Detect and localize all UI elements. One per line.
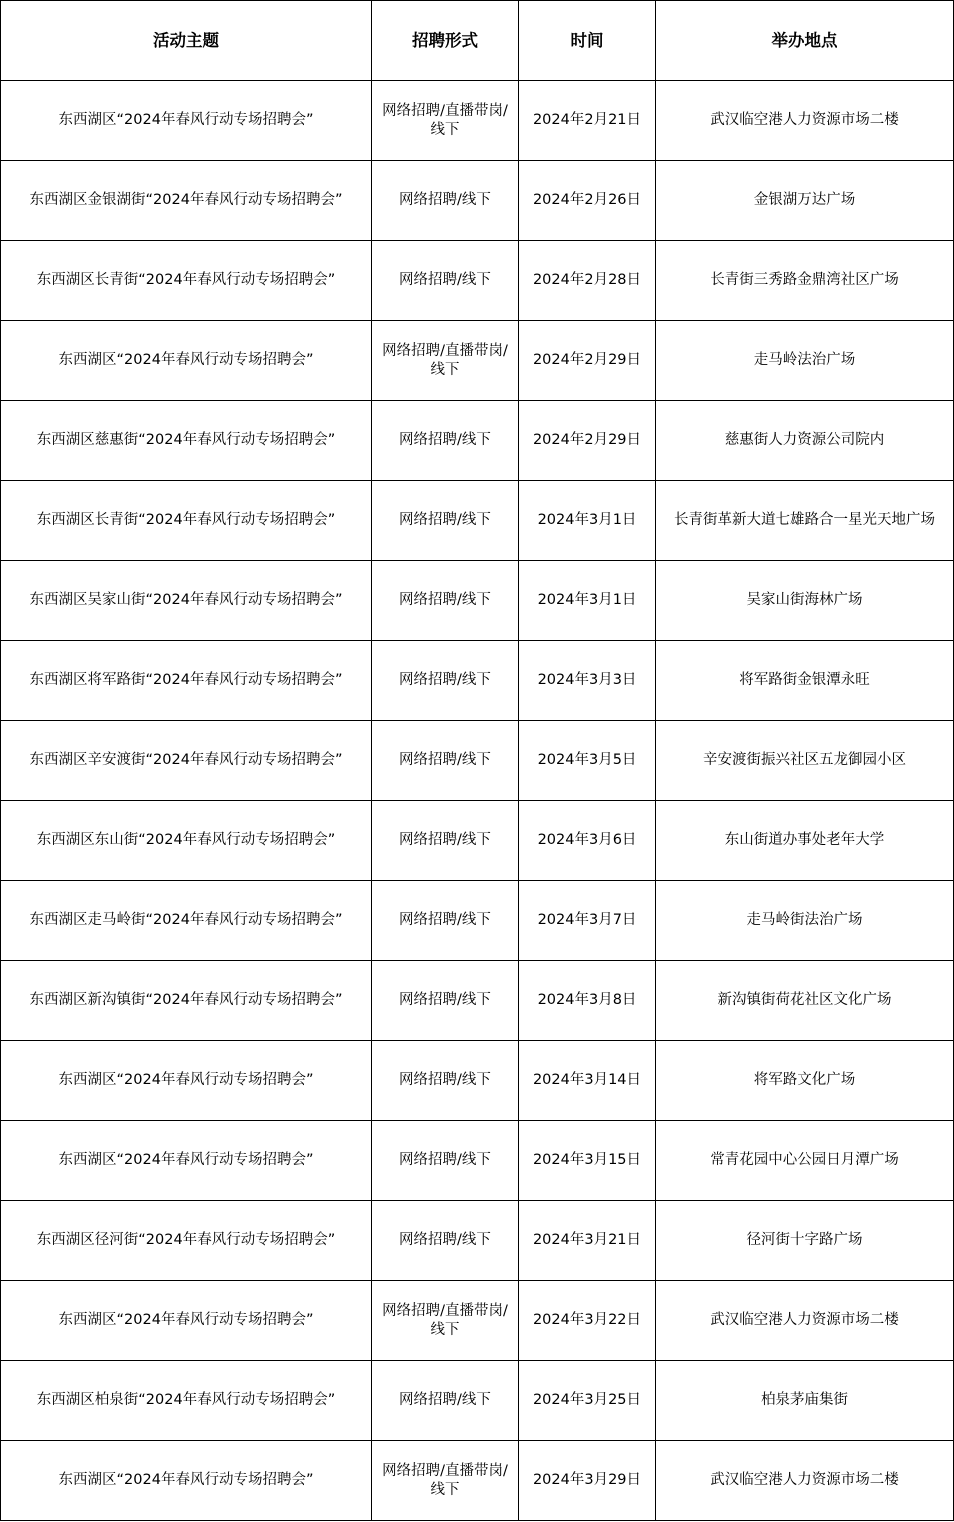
cell-location: 径河街十字路广场: [656, 1201, 954, 1281]
cell-date: 2024年3月1日: [519, 481, 656, 561]
table-row: [1, 241, 954, 321]
table-row: [1, 1121, 954, 1201]
table-row: [1, 1281, 954, 1361]
cell-topic: 东西湖区东山街“2024年春风行动专场招聘会”: [1, 801, 372, 881]
table-header: [1, 1, 954, 81]
cell-topic: 东西湖区“2024年春风行动专场招聘会”: [1, 81, 372, 161]
cell-mode: 网络招聘/线下: [372, 721, 519, 801]
cell-location: 辛安渡街振兴社区五龙御园小区: [656, 721, 954, 801]
cell-mode: 网络招聘/线下: [372, 801, 519, 881]
cell-location: 长青街三秀路金鼎湾社区广场: [656, 241, 954, 321]
cell-date: 2024年3月6日: [519, 801, 656, 881]
cell-topic: 东西湖区柏泉街“2024年春风行动专场招聘会”: [1, 1361, 372, 1441]
table-row: [1, 1441, 954, 1521]
cell-topic: 东西湖区“2024年春风行动专场招聘会”: [1, 1281, 372, 1361]
cell-location: 柏泉茅庙集街: [656, 1361, 954, 1441]
cell-date: 2024年2月21日: [519, 81, 656, 161]
header-row: [1, 1, 954, 81]
cell-mode: 网络招聘/直播带岗/线下: [372, 1441, 519, 1521]
table-row: [1, 1361, 954, 1441]
cell-date: 2024年2月29日: [519, 401, 656, 481]
cell-date: 2024年3月7日: [519, 881, 656, 961]
cell-location: 金银湖万达广场: [656, 161, 954, 241]
cell-location: 武汉临空港人力资源市场二楼: [656, 81, 954, 161]
cell-location: 常青花园中心公园日月潭广场: [656, 1121, 954, 1201]
table-row: [1, 1041, 954, 1121]
table-row: [1, 81, 954, 161]
cell-mode: 网络招聘/线下: [372, 961, 519, 1041]
cell-topic: 东西湖区走马岭街“2024年春风行动专场招聘会”: [1, 881, 372, 961]
table-row: [1, 881, 954, 961]
cell-mode: 网络招聘/直播带岗/线下: [372, 81, 519, 161]
cell-location: 东山街道办事处老年大学: [656, 801, 954, 881]
cell-location: 新沟镇街荷花社区文化广场: [656, 961, 954, 1041]
cell-mode: 网络招聘/线下: [372, 641, 519, 721]
table-row: [1, 1201, 954, 1281]
cell-date: 2024年2月28日: [519, 241, 656, 321]
cell-date: 2024年2月26日: [519, 161, 656, 241]
cell-date: 2024年2月29日: [519, 321, 656, 401]
table-row: [1, 161, 954, 241]
cell-location: 将军路文化广场: [656, 1041, 954, 1121]
cell-topic: 东西湖区“2024年春风行动专场招聘会”: [1, 1441, 372, 1521]
cell-location: 走马岭法治广场: [656, 321, 954, 401]
cell-mode: 网络招聘/线下: [372, 241, 519, 321]
cell-topic: 东西湖区“2024年春风行动专场招聘会”: [1, 321, 372, 401]
cell-topic: 东西湖区吴家山街“2024年春风行动专场招聘会”: [1, 561, 372, 641]
cell-date: 2024年3月3日: [519, 641, 656, 721]
cell-topic: 东西湖区长青街“2024年春风行动专场招聘会”: [1, 481, 372, 561]
cell-mode: 网络招聘/线下: [372, 1201, 519, 1281]
table-row: [1, 961, 954, 1041]
table-row: [1, 401, 954, 481]
cell-topic: 东西湖区辛安渡街“2024年春风行动专场招聘会”: [1, 721, 372, 801]
cell-mode: 网络招聘/线下: [372, 1041, 519, 1121]
header-date: 时间: [519, 1, 656, 81]
cell-location: 武汉临空港人力资源市场二楼: [656, 1281, 954, 1361]
table-row: [1, 641, 954, 721]
cell-topic: 东西湖区金银湖街“2024年春风行动专场招聘会”: [1, 161, 372, 241]
cell-topic: 东西湖区“2024年春风行动专场招聘会”: [1, 1041, 372, 1121]
cell-mode: 网络招聘/线下: [372, 561, 519, 641]
cell-mode: 网络招聘/线下: [372, 881, 519, 961]
cell-date: 2024年3月5日: [519, 721, 656, 801]
cell-date: 2024年3月1日: [519, 561, 656, 641]
table-row: [1, 561, 954, 641]
cell-topic: 东西湖区慈惠街“2024年春风行动专场招聘会”: [1, 401, 372, 481]
cell-topic: 东西湖区“2024年春风行动专场招聘会”: [1, 1121, 372, 1201]
cell-mode: 网络招聘/线下: [372, 1121, 519, 1201]
cell-topic: 东西湖区径河街“2024年春风行动专场招聘会”: [1, 1201, 372, 1281]
cell-date: 2024年3月29日: [519, 1441, 656, 1521]
cell-date: 2024年3月22日: [519, 1281, 656, 1361]
cell-date: 2024年3月14日: [519, 1041, 656, 1121]
table-row: [1, 801, 954, 881]
table-row: [1, 721, 954, 801]
table-row: [1, 481, 954, 561]
cell-date: 2024年3月25日: [519, 1361, 656, 1441]
cell-location: 走马岭街法治广场: [656, 881, 954, 961]
cell-topic: 东西湖区将军路街“2024年春风行动专场招聘会”: [1, 641, 372, 721]
cell-mode: 网络招聘/线下: [372, 161, 519, 241]
header-topic: 活动主题: [1, 1, 372, 81]
cell-topic: 东西湖区长青街“2024年春风行动专场招聘会”: [1, 241, 372, 321]
cell-location: 长青街革新大道七雄路合一星光天地广场: [656, 481, 954, 561]
cell-mode: 网络招聘/线下: [372, 1361, 519, 1441]
cell-topic: 东西湖区新沟镇街“2024年春风行动专场招聘会”: [1, 961, 372, 1041]
cell-date: 2024年3月21日: [519, 1201, 656, 1281]
cell-mode: 网络招聘/线下: [372, 401, 519, 481]
table-row: [1, 321, 954, 401]
header-location: 举办地点: [656, 1, 954, 81]
cell-location: 将军路街金银潭永旺: [656, 641, 954, 721]
cell-mode: 网络招聘/直播带岗/线下: [372, 1281, 519, 1361]
table-body: [1, 81, 954, 1521]
cell-location: 吴家山街海林广场: [656, 561, 954, 641]
cell-date: 2024年3月15日: [519, 1121, 656, 1201]
cell-mode: 网络招聘/直播带岗/线下: [372, 321, 519, 401]
header-mode: 招聘形式: [372, 1, 519, 81]
cell-location: 武汉临空港人力资源市场二楼: [656, 1441, 954, 1521]
cell-mode: 网络招聘/线下: [372, 481, 519, 561]
cell-location: 慈惠街人力资源公司院内: [656, 401, 954, 481]
cell-date: 2024年3月8日: [519, 961, 656, 1041]
